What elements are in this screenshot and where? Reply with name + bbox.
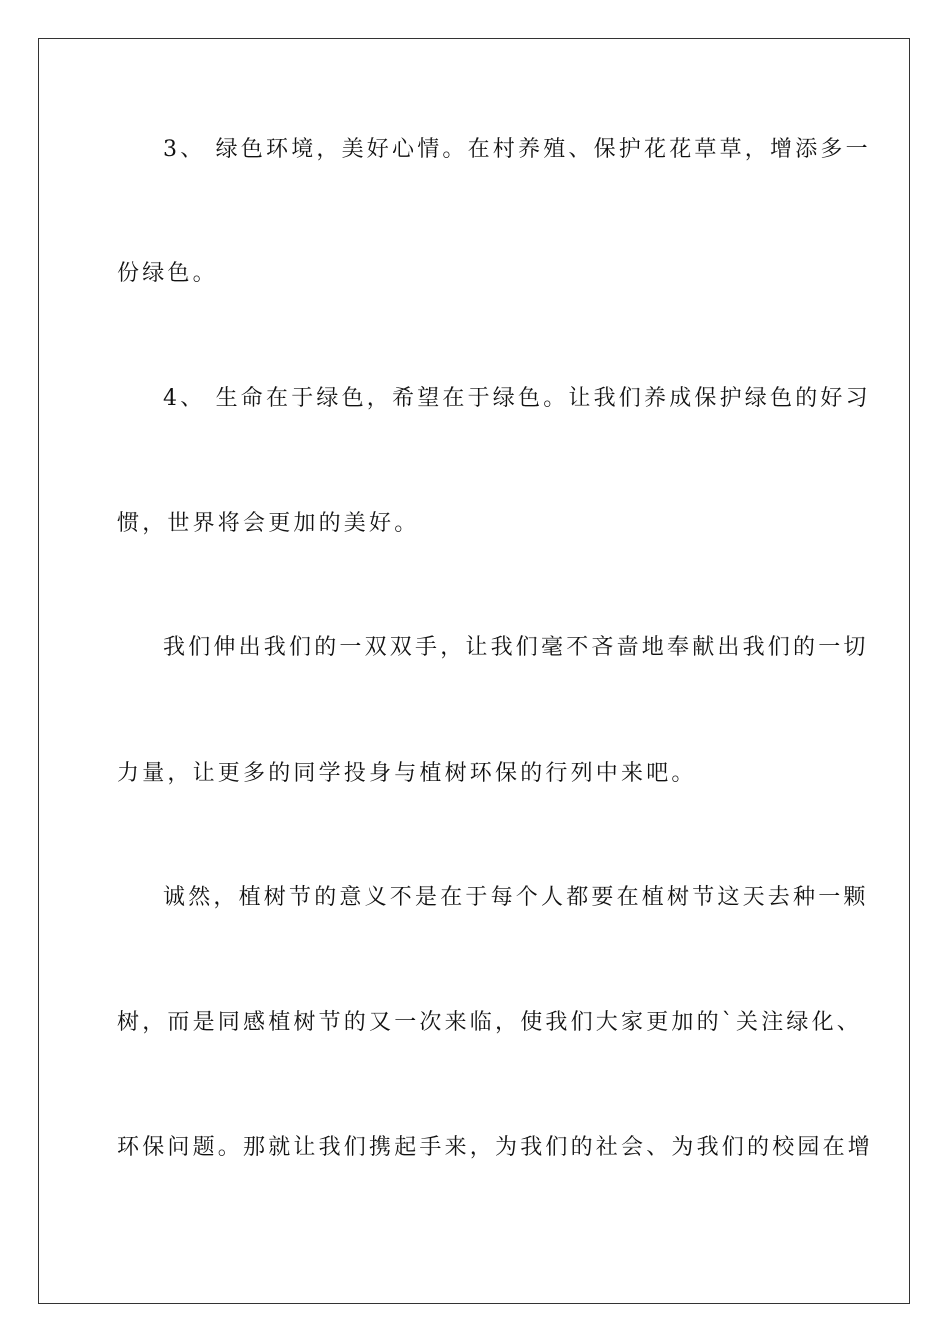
paragraph-line: 力量，让更多的同学投身与植树环保的行列中来吧。 [117, 761, 697, 786]
paragraph-line: 份绿色。 [117, 261, 218, 286]
paragraph-line: 诚然，植树节的意义不是在于每个人都要在植树节这天去种一颗 [163, 885, 869, 910]
paragraph-line: 我们伸出我们的一双双手，让我们毫不吝啬地奉献出我们的一切 [163, 635, 869, 660]
paragraph-line: 树，而是同感植树节的又一次来临，使我们大家更加的`关注绿化、 [117, 1010, 863, 1035]
paragraph-line: 3、 绿色环境，美好心情。在村养殖、保护花花草草，增添多一 [163, 137, 871, 162]
paragraph-line: 4、 生命在于绿色，希望在于绿色。让我们养成保护绿色的好习 [163, 386, 871, 411]
page-frame [38, 38, 910, 1304]
paragraph-line: 环保问题。那就让我们携起手来，为我们的社会、为我们的校园在增 [117, 1135, 874, 1160]
paragraph-line: 惯，世界将会更加的美好。 [117, 511, 420, 536]
